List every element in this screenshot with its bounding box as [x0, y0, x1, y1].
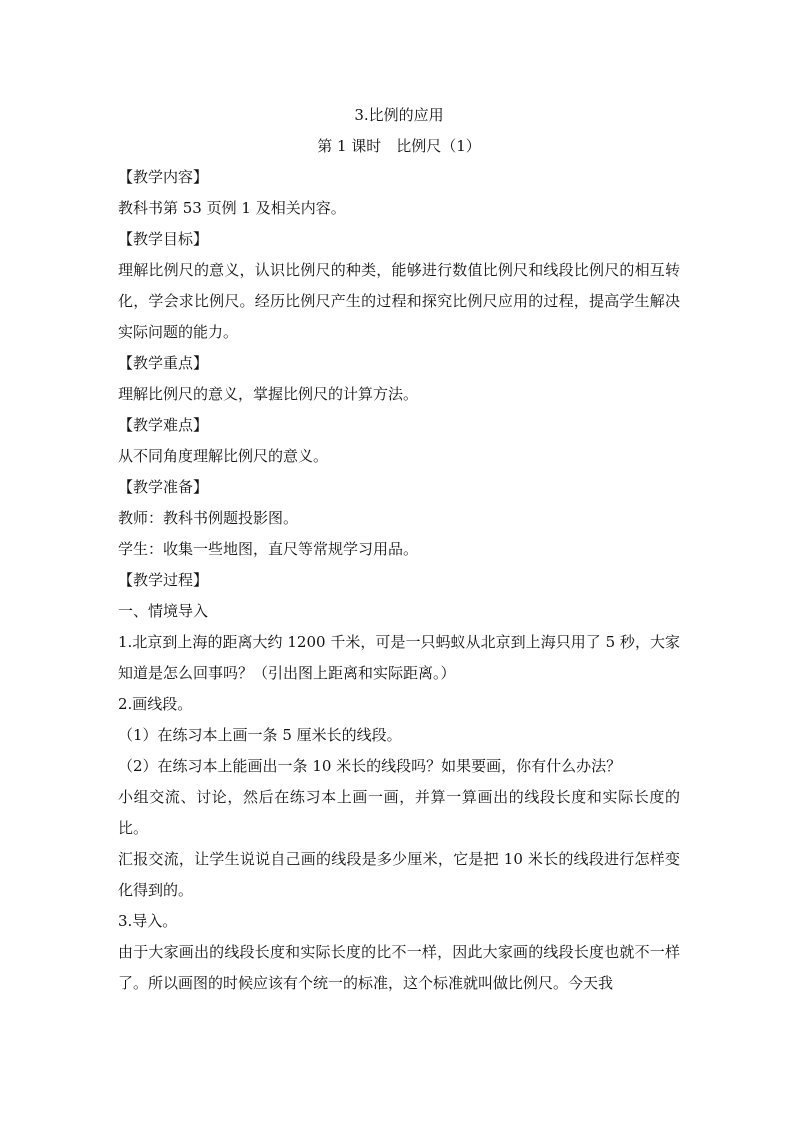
teaching-goals-heading: 【教学目标】 [118, 230, 209, 248]
teaching-content-heading: 【教学内容】 [118, 168, 209, 186]
student-preparation: 学生：收集一些地图，直尺等常规学习用品。 [118, 540, 419, 558]
process-item2-sub1: （1）在练习本上画一条 5 厘米长的线段。 [118, 726, 402, 744]
process-item2-text2: 汇报交流，让学生说说自己画的线段是多少厘米，它是把 10 米长的线段进行怎样变化得到的。 [118, 850, 680, 899]
teaching-preparation-heading: 【教学准备】 [118, 478, 209, 496]
process-item2-text1: 小组交流、讨论，然后在练习本上画一画，并算一算画出的线段长度和实际长度的比。 [118, 788, 680, 837]
document-page [118, 100, 680, 999]
teaching-key-points-heading: 【教学重点】 [118, 354, 209, 372]
process-item2: 2.画线段。 [118, 695, 193, 713]
teaching-content-text: 教科书第 53 页例 1 及相关内容。 [118, 199, 346, 217]
teaching-goals-text: 理解比例尺的意义，认识比例尺的种类，能够进行数值比例尺和线段比例尺的相互转化，学会求比例尺。经历比例尺产生的过程和探究比例尺应用的过程，提高学生解决实际问题的能力。 [118, 261, 680, 341]
section-title: 3.比例的应用 [354, 106, 444, 124]
process-item3-text: 由于大家画出的线段长度和实际长度的比不一样，因此大家画的线段长度也就不一样了。所以画图的时候应该有个统一的标准，这个标准就叫做比例尺。今天我 [118, 943, 680, 992]
process-item3: 3.导入。 [118, 912, 178, 930]
process-item2-sub2: （2）在练习本上能画出一条 10 米长的线段吗？如果要画，你有什么办法？ [118, 757, 622, 775]
teaching-difficulties-text: 从不同角度理解比例尺的意义。 [118, 447, 329, 465]
teaching-key-points-text: 理解比例尺的意义，掌握比例尺的计算方法。 [118, 385, 419, 403]
teacher-preparation: 教师：教科书例题投影图。 [118, 509, 299, 527]
teaching-process-heading: 【教学过程】 [118, 571, 209, 589]
process-part1-title: 一、情境导入 [118, 602, 209, 620]
process-item1: 1.北京到上海的距离大约 1200 千米，可是一只蚂蚁从北京到上海只用了 5 秒，大家知道是怎么回事吗？（引出图上距离和实际距离。） [118, 633, 680, 682]
lesson-title: 第 1 课时 比例尺（1） [317, 137, 481, 155]
teaching-difficulties-heading: 【教学难点】 [118, 416, 209, 434]
